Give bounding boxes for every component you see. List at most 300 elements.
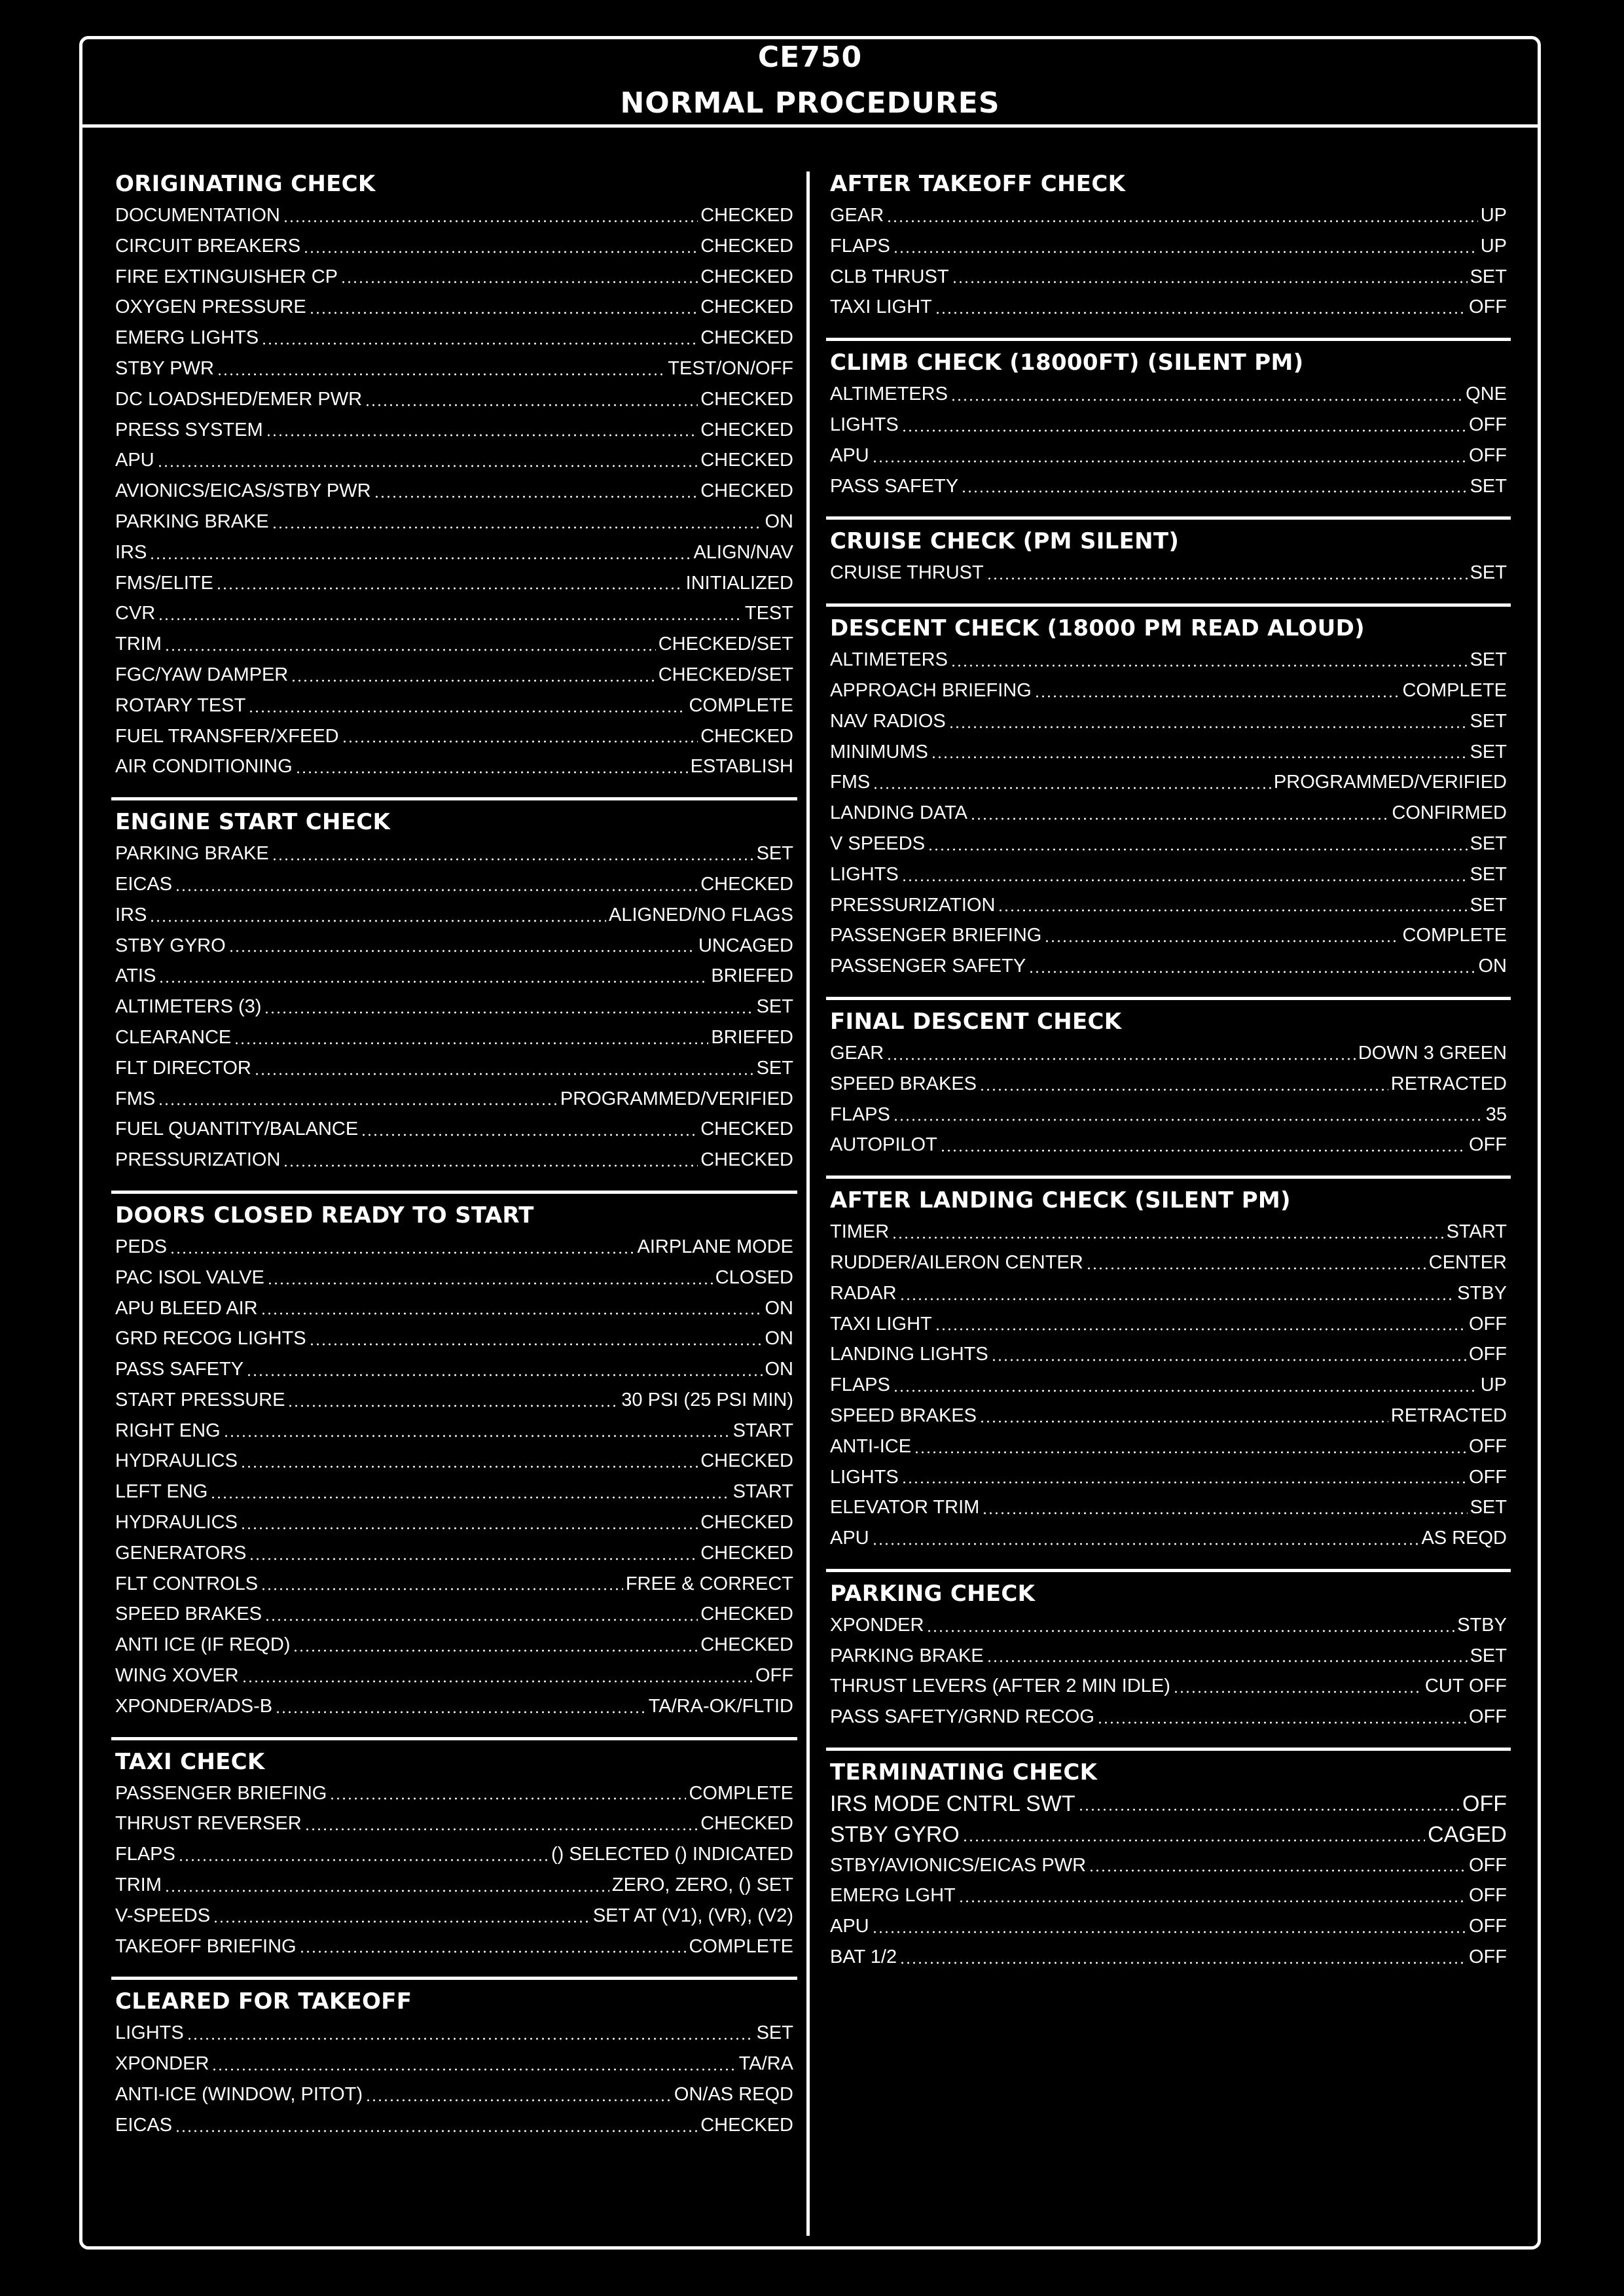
dot-leader xyxy=(872,1931,1466,1933)
checklist-item xyxy=(830,1309,1507,1340)
section-descent-check-18000-pm-read-aloud xyxy=(826,607,1511,1000)
item-label: LANDING LIGHTS xyxy=(830,1344,988,1365)
item-value: CHECKED xyxy=(700,235,793,257)
item-label: PASSENGER BRIEFING xyxy=(830,925,1042,946)
item-value: OFF xyxy=(1469,1916,1507,1937)
dot-leader xyxy=(164,1890,609,1892)
section-title: AFTER TAKEOFF CHECK xyxy=(830,171,1126,197)
checklist-item xyxy=(830,262,1507,293)
checklist-item xyxy=(115,537,793,568)
item-label: TAXI LIGHT xyxy=(830,296,932,318)
checklist-item xyxy=(115,200,793,231)
item-value: OFF xyxy=(1469,1134,1507,1156)
dot-leader xyxy=(948,726,1468,728)
aircraft-model: CE750 xyxy=(757,41,863,74)
checklist-item xyxy=(115,1778,793,1809)
item-value: ALIGNED/NO FLAGS xyxy=(608,904,793,925)
section-originating-check xyxy=(111,162,797,800)
item-value: OFF xyxy=(1469,1435,1507,1457)
item-value: COMPLETE xyxy=(1402,679,1507,701)
dot-leader xyxy=(901,1481,1466,1484)
item-label: SPEED BRAKES xyxy=(830,1405,977,1426)
dot-leader xyxy=(175,889,698,891)
item-label: HYDRAULICS xyxy=(115,1512,238,1534)
dot-leader xyxy=(1173,1691,1422,1693)
checklist-item xyxy=(115,1293,793,1324)
item-value: INITIALIZED xyxy=(685,572,793,594)
item-label: XPONDER xyxy=(115,2053,209,2075)
item-label: CLEARANCE xyxy=(115,1026,232,1048)
dot-leader xyxy=(1078,1808,1460,1811)
item-value: CHECKED xyxy=(700,1119,793,1140)
item-value: ON xyxy=(765,1359,793,1380)
item-value: START xyxy=(732,1420,793,1441)
checklist-item xyxy=(115,1507,793,1538)
dot-leader xyxy=(361,1134,698,1136)
checklist-item xyxy=(830,1610,1507,1641)
item-label: FLAPS xyxy=(830,1374,890,1396)
checklist-item xyxy=(115,1053,793,1084)
item-label: START PRESSURE xyxy=(115,1389,285,1410)
dot-leader xyxy=(986,577,1468,580)
checklist-item xyxy=(115,751,793,782)
dot-leader xyxy=(340,281,698,283)
dot-leader xyxy=(264,1619,698,1621)
item-value: SET xyxy=(756,1057,793,1079)
item-value: UP xyxy=(1480,205,1507,226)
checklist-item xyxy=(830,1247,1507,1278)
dot-leader xyxy=(240,1527,698,1530)
item-value: CHECKED/SET xyxy=(658,664,793,685)
item-label: PASS SAFETY xyxy=(115,1359,244,1380)
dot-leader xyxy=(158,1103,558,1105)
checklist-item xyxy=(115,1232,793,1263)
section-cleared-for-takeoff xyxy=(111,1980,797,2155)
item-value: CHECKED xyxy=(700,480,793,502)
checklist-item xyxy=(830,440,1507,471)
item-label: LIGHTS xyxy=(115,2022,184,2044)
checklist-item xyxy=(830,890,1507,921)
item-label: APU BLEED AIR xyxy=(115,1297,258,1319)
item-value: CHECKED xyxy=(700,296,793,318)
checklist-item xyxy=(830,1523,1507,1554)
checklist-item xyxy=(830,1820,1507,1850)
item-label: ROTARY TEST xyxy=(115,694,246,716)
item-value: CHECKED xyxy=(700,1604,793,1625)
item-label: ATIS xyxy=(115,965,156,987)
item-label: STBY PWR xyxy=(115,357,214,379)
item-label: PASS SAFETY xyxy=(830,475,959,497)
item-label: APU xyxy=(830,1916,869,1937)
dot-leader xyxy=(303,251,698,253)
checklist-item xyxy=(115,1538,793,1569)
item-value: TEST/ON/OFF xyxy=(668,357,793,379)
dot-leader xyxy=(928,848,1468,851)
item-label: OXYGEN PRESSURE xyxy=(115,296,306,318)
dot-leader xyxy=(899,1298,1455,1300)
section-cruise-check-pm-silent xyxy=(826,520,1511,607)
item-label: PARKING BRAKE xyxy=(115,843,269,865)
dot-leader xyxy=(940,1149,1466,1152)
dot-leader xyxy=(249,1558,698,1560)
dot-leader xyxy=(261,342,698,345)
dot-leader xyxy=(170,1251,635,1254)
item-value: ON xyxy=(1478,956,1507,977)
item-label: CVR xyxy=(115,603,156,624)
item-label: CRUISE THRUST xyxy=(830,562,984,584)
checklist-item xyxy=(830,706,1507,737)
item-value: COMPLETE xyxy=(689,1935,793,1957)
item-value: CHECKED xyxy=(700,327,793,349)
dot-leader xyxy=(998,909,1467,912)
section-title: CLEARED FOR TAKEOFF xyxy=(115,1988,412,2015)
dot-leader xyxy=(158,618,742,620)
checklist-item xyxy=(115,721,793,752)
item-value: UP xyxy=(1480,1374,1507,1396)
item-label: RADAR xyxy=(830,1282,897,1304)
checklist-item xyxy=(115,598,793,629)
item-value: ON xyxy=(765,1328,793,1350)
dot-leader xyxy=(246,1374,762,1376)
checklist-item xyxy=(115,384,793,415)
dot-leader xyxy=(931,756,1468,759)
item-value: 35 xyxy=(1485,1103,1507,1125)
item-value: CHECKED xyxy=(700,388,793,410)
section-taxi-check xyxy=(111,1740,797,1981)
dot-leader xyxy=(1034,695,1400,698)
item-value: 30 PSI (25 PSI MIN) xyxy=(621,1389,793,1410)
checklist-item xyxy=(830,1671,1507,1702)
item-label: EICAS xyxy=(115,873,173,895)
checklist-item xyxy=(830,1100,1507,1130)
item-value: PROGRAMMED/VERIFIED xyxy=(560,1088,793,1109)
dot-leader xyxy=(299,1950,687,1953)
item-label: ALTIMETERS (3) xyxy=(115,996,262,1018)
checklist-item xyxy=(115,1477,793,1507)
checklist-item xyxy=(830,1462,1507,1493)
checklist-item xyxy=(115,231,793,262)
section-title: PARKING CHECK xyxy=(830,1580,1036,1607)
section-terminating-check xyxy=(826,1751,1511,1988)
dot-leader xyxy=(901,429,1466,432)
item-label: ANTI ICE (IF REQD) xyxy=(115,1634,291,1656)
item-value: ALIGN/NAV xyxy=(693,541,793,563)
item-value: OFF xyxy=(755,1665,793,1687)
item-value: SET xyxy=(1470,710,1507,732)
dot-leader xyxy=(240,1465,698,1468)
checklist-item xyxy=(115,1931,793,1962)
checklist-item xyxy=(115,476,793,507)
checklist-item xyxy=(830,1850,1507,1881)
dot-leader xyxy=(982,1512,1467,1515)
checklist-item xyxy=(830,737,1507,768)
dot-leader xyxy=(893,251,1478,253)
section-climb-check-18000ft-silent-pm xyxy=(826,341,1511,520)
item-value: DOWN 3 GREEN xyxy=(1358,1042,1507,1064)
section-after-landing-check-silent-pm xyxy=(826,1179,1511,1572)
item-value: ZERO, ZERO, () SET xyxy=(611,1874,793,1896)
item-label: ALTIMETERS xyxy=(830,649,948,671)
item-label: PASSENGER SAFETY xyxy=(830,956,1026,977)
checklist-item xyxy=(115,838,793,869)
item-label: PEDS xyxy=(115,1236,167,1257)
dot-leader xyxy=(210,1496,730,1499)
item-value: CENTER xyxy=(1428,1251,1507,1273)
checklist-item xyxy=(830,798,1507,829)
item-label: RIGHT ENG xyxy=(115,1420,221,1441)
checklist-item xyxy=(115,415,793,446)
checklist-item xyxy=(115,2018,793,2049)
dot-leader xyxy=(264,1011,753,1014)
dot-leader xyxy=(291,679,656,682)
dot-leader xyxy=(149,557,691,560)
dot-leader xyxy=(1086,1267,1426,1270)
checklist-item xyxy=(115,660,793,691)
checklist-item xyxy=(830,1401,1507,1431)
item-value: OFF xyxy=(1469,1344,1507,1365)
checklist-item xyxy=(830,558,1507,588)
item-label: RUDDER/AILERON CENTER xyxy=(830,1251,1083,1273)
item-label: V-SPEEDS xyxy=(115,1905,211,1926)
checklist-item xyxy=(830,292,1507,323)
checklist-item xyxy=(830,1278,1507,1309)
checklist-item xyxy=(115,2110,793,2141)
item-label: DOCUMENTATION xyxy=(115,205,280,226)
item-value: OFF xyxy=(1462,1791,1507,1817)
item-label: LIGHTS xyxy=(830,863,899,885)
item-value: CAGED xyxy=(1428,1821,1507,1847)
dot-leader xyxy=(309,312,698,314)
dot-leader xyxy=(187,2037,754,2040)
item-label: WING XOVER xyxy=(115,1665,239,1687)
item-value: SET xyxy=(756,843,793,865)
item-value: SET xyxy=(1470,863,1507,885)
item-label: CLB THRUST xyxy=(830,266,949,287)
item-value: SET xyxy=(1470,266,1507,287)
checklist-item xyxy=(115,1839,793,1870)
item-label: TAXI LIGHT xyxy=(830,1313,932,1335)
dot-leader xyxy=(329,1797,686,1800)
dot-leader xyxy=(914,1451,1466,1454)
item-value: COMPLETE xyxy=(1402,925,1507,946)
section-title: AFTER LANDING CHECK (SILENT PM) xyxy=(830,1187,1291,1214)
item-value: STBY xyxy=(1457,1614,1507,1636)
section-final-descent-check xyxy=(826,1000,1511,1179)
checklist-item xyxy=(115,1323,793,1354)
item-label: FLT DIRECTOR xyxy=(115,1057,251,1079)
item-value: SET xyxy=(756,996,793,1018)
item-value: OFF xyxy=(1469,414,1507,435)
item-value: CHECKED xyxy=(700,1512,793,1534)
dot-leader xyxy=(365,2099,672,2102)
item-label: FMS/ELITE xyxy=(115,572,213,594)
item-value: CHECKED/SET xyxy=(658,634,793,655)
item-value: COMPLETE xyxy=(689,694,793,716)
item-value: CHECKED xyxy=(700,450,793,471)
item-label: FMS xyxy=(115,1088,156,1109)
checklist-item xyxy=(115,1660,793,1691)
item-value: SET xyxy=(1470,562,1507,584)
checklist-item xyxy=(115,1385,793,1416)
item-label: APU xyxy=(115,450,154,471)
item-label: LANDING DATA xyxy=(830,802,968,824)
item-label: ELEVATOR TRIM xyxy=(830,1497,980,1518)
dot-leader xyxy=(1089,1869,1466,1872)
item-label: XPONDER xyxy=(830,1614,924,1636)
checklist-item xyxy=(115,1114,793,1145)
checklist-item xyxy=(115,961,793,992)
item-value: SET xyxy=(1470,741,1507,762)
item-value: OFF xyxy=(1469,1854,1507,1876)
checklist-item xyxy=(830,1370,1507,1401)
item-label: HYDRAULICS xyxy=(115,1450,238,1472)
dot-leader xyxy=(979,1420,1388,1423)
dot-leader xyxy=(266,434,698,437)
checklist-item xyxy=(830,1217,1507,1247)
section-doors-closed-ready-to-start xyxy=(111,1194,797,1740)
item-value: START xyxy=(1446,1221,1507,1243)
item-label: EICAS xyxy=(115,2114,173,2136)
checklist-item xyxy=(115,568,793,599)
dot-leader xyxy=(935,1328,1466,1331)
dot-leader xyxy=(216,587,683,590)
dot-leader xyxy=(1028,971,1475,973)
dot-leader xyxy=(986,1660,1468,1662)
checklist-item xyxy=(115,1446,793,1477)
item-value: SET xyxy=(1470,649,1507,671)
dot-leader xyxy=(261,1312,763,1315)
item-value: TA/RA-OK/FLTID xyxy=(648,1695,793,1717)
item-label: THRUST REVERSER xyxy=(115,1813,302,1835)
item-label: LIGHTS xyxy=(830,1466,899,1488)
item-value: SET xyxy=(1470,894,1507,916)
item-label: ALTIMETERS xyxy=(830,384,948,405)
item-label: PARKING BRAKE xyxy=(830,1645,984,1666)
item-value: () SELECTED () INDICATED xyxy=(550,1844,793,1865)
item-value: CHECKED xyxy=(700,1149,793,1171)
item-value: QNE xyxy=(1466,384,1507,405)
item-value: RETRACTED xyxy=(1390,1405,1507,1426)
item-value: ON xyxy=(765,511,793,532)
item-label: PRESS SYSTEM xyxy=(115,419,263,440)
dot-leader xyxy=(267,1282,713,1285)
item-value: UNCAGED xyxy=(698,935,793,956)
item-label: ANTI-ICE (WINDOW, PITOT) xyxy=(115,2084,363,2106)
checklist-item xyxy=(830,645,1507,675)
item-label: APU xyxy=(830,444,869,466)
checklist-item xyxy=(115,992,793,1022)
checklist-item xyxy=(830,1789,1507,1820)
dot-leader xyxy=(234,1042,708,1045)
section-parking-check xyxy=(826,1572,1511,1751)
item-value: UP xyxy=(1480,235,1507,257)
item-label: FUEL QUANTITY/BALANCE xyxy=(115,1119,359,1140)
checklist-item xyxy=(830,1492,1507,1523)
section-title: FINAL DESCENT CHECK xyxy=(830,1008,1122,1035)
checklist-item xyxy=(115,1145,793,1175)
checklist-item xyxy=(830,1911,1507,1942)
item-value: OFF xyxy=(1469,1946,1507,1968)
item-label: APPROACH BRIEFING xyxy=(830,679,1032,701)
dot-leader xyxy=(935,312,1466,314)
item-label: FLT CONTROLS xyxy=(115,1573,259,1594)
checklist-item xyxy=(115,1808,793,1839)
item-value: CHECKED xyxy=(700,1542,793,1564)
item-label: FMS xyxy=(830,772,871,793)
dot-leader xyxy=(283,1164,698,1167)
item-label: MINIMUMS xyxy=(830,741,928,762)
checklist-item xyxy=(115,2079,793,2110)
dot-leader xyxy=(283,220,698,223)
section-engine-start-check xyxy=(111,800,797,1194)
item-label: PRESSURIZATION xyxy=(115,1149,281,1171)
dot-leader xyxy=(893,1119,1483,1121)
column-divider xyxy=(806,171,810,2236)
item-value: COMPLETE xyxy=(689,1782,793,1804)
checklist-item xyxy=(115,1022,793,1053)
dot-leader xyxy=(926,1630,1454,1632)
item-label: AVIONICS/EICAS/STBY PWR xyxy=(115,480,371,502)
dot-leader xyxy=(979,1088,1388,1091)
section-title: TAXI CHECK xyxy=(115,1748,265,1775)
dot-leader xyxy=(958,1900,1466,1903)
checklist-item xyxy=(830,1942,1507,1973)
item-value: CONFIRMED xyxy=(1392,802,1507,824)
item-value: OFF xyxy=(1469,1706,1507,1728)
dot-leader xyxy=(950,664,1468,667)
item-label: EMERG LGHT xyxy=(830,1885,956,1907)
item-value: SET xyxy=(1470,1645,1507,1666)
checklist-item xyxy=(115,1354,793,1385)
dot-leader xyxy=(211,2068,736,2071)
dot-leader xyxy=(242,1680,753,1683)
item-value: OFF xyxy=(1469,1313,1507,1335)
dot-leader xyxy=(899,1962,1466,1964)
dot-leader xyxy=(157,465,698,467)
section-after-takeoff-check xyxy=(826,162,1511,341)
checklist-item xyxy=(830,231,1507,262)
item-value: ON/AS REQD xyxy=(674,2084,793,2106)
checklist-item xyxy=(115,1901,793,1931)
dot-leader xyxy=(365,404,698,406)
item-value: OFF xyxy=(1469,444,1507,466)
checklist-item xyxy=(830,829,1507,859)
item-label: FGC/YAW DAMPER xyxy=(115,664,289,685)
item-value: RETRACTED xyxy=(1390,1073,1507,1094)
item-value: ESTABLISH xyxy=(690,756,793,778)
item-value: PROGRAMMED/VERIFIED xyxy=(1273,772,1507,793)
item-value: CHECKED xyxy=(700,1813,793,1835)
dot-leader xyxy=(272,526,763,529)
dot-leader xyxy=(1044,940,1399,942)
item-value: BRIEFED xyxy=(711,965,793,987)
checklist-item xyxy=(115,292,793,323)
checklist-item xyxy=(115,262,793,293)
dot-leader xyxy=(223,1435,731,1437)
item-label: PAC ISOL VALVE xyxy=(115,1266,264,1288)
left-column xyxy=(115,162,793,2156)
item-value: CHECKED xyxy=(700,205,793,226)
item-value: ON xyxy=(765,1297,793,1319)
item-label: STBY/AVIONICS/EICAS PWR xyxy=(830,1854,1087,1876)
dot-leader xyxy=(873,787,1271,789)
dot-leader xyxy=(1097,1721,1466,1724)
item-value: CLOSED xyxy=(715,1266,793,1288)
item-value: SET xyxy=(1470,1497,1507,1518)
checklist-item xyxy=(115,1599,793,1630)
item-label: SPEED BRAKES xyxy=(830,1073,977,1094)
checklist-item xyxy=(830,1038,1507,1069)
